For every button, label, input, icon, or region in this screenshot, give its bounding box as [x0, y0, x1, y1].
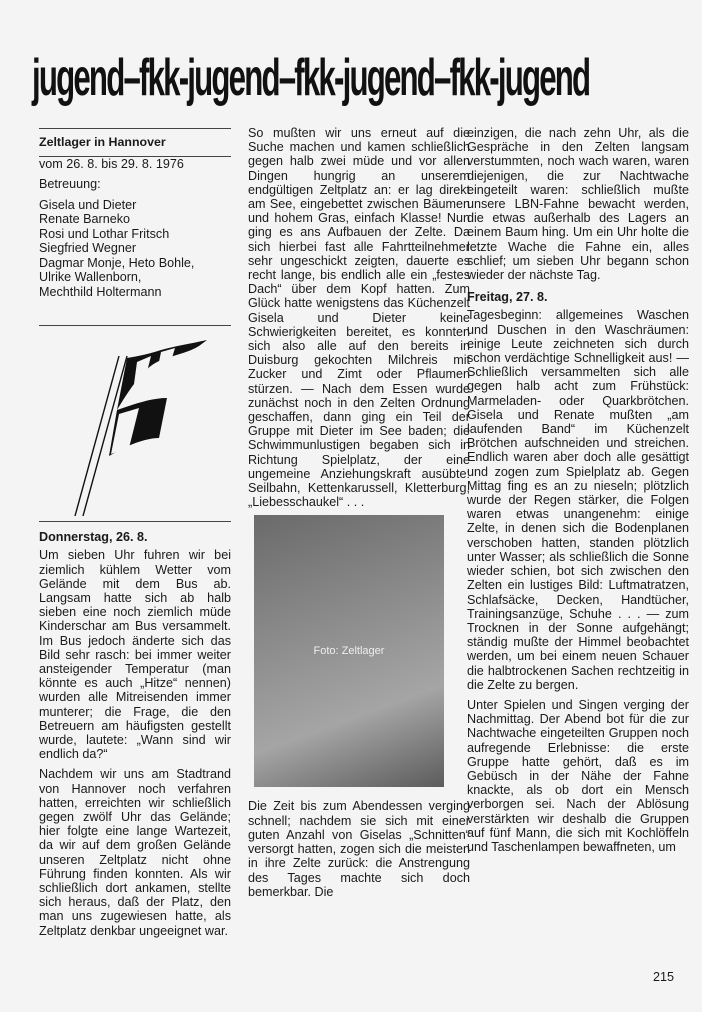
supervisor-list — [39, 198, 231, 300]
event-dates: vom 26. 8. bis 29. 8. 1976 — [39, 157, 184, 172]
supervisor-item: Dagmar Monje, Heto Bohle, — [39, 255, 195, 270]
paragraph: Nachdem wir uns am Stadtrand von Hannover noch verfahren hatten, erreichten wir schließlich gegen zwölf Uhr das Gelände; hier folgte eine lange Wartezeit, da wir auf dem großen Gelände unseren Zeltplatz nicht ohne Führung finden konnten. Als wir schließlich dort ankamen, stellte sich heraus, daß der Platz, den man uns zugewiesen hatte, als Zeltplatz denkbar ungeeignet war. — [39, 767, 231, 938]
section-heading-donnerstag: Donnerstag, 26. 8. — [39, 530, 148, 545]
paragraph: So mußten wir uns erneut auf die Suche machen und kamen schließlich gegen halb zwei müde und vor allen Dingen hungrig an unserem endgültigen Zeltplatz an: er lag direkt am See, eingebettet zwischen Bäumen und hohem Gras, einfach Klasse! Nun ging es ans Aufbauen der Zelte. Da sich hierbei fast alle Fahrtteilnehmer sehr ungeschickt zeigten, dauerte es recht lange, bis endlich alle ein „festes Dach“ über dem Kopf hatten. Zum Glück hatte wenigstens das Küchenzelt Gisela und Dieter keine Schwierigkeiten bereitet, es konnten sich also alle auf den bereits in Duisburg gekochten Milchreis mit Zucker und Zimt oder Pflaumen stürzen. — Nach dem Essen wurde zunächst noch in den Zelten Ordnung geschaffen, dann ging ein Teil der Gruppe mit Dieter im See baden; die Schwimmunlustigen begaben sich in Richtung Spielplatz, der eine ungemeine Anziehungskraft ausübte: Seilbahn, Kettenkarussell, Kletterburg, „Liebesschaukel“ . . . — [248, 126, 470, 510]
divider — [39, 521, 231, 522]
article-photo — [254, 515, 444, 787]
supervisor-item: Gisela und Dieter — [39, 197, 137, 212]
supervisor-item: Rosi und Lothar Fritsch — [39, 226, 170, 241]
info-box-title: Zeltlager in Hannover — [39, 135, 166, 149]
supervisor-item: Mechthild Holtermann — [39, 284, 162, 299]
page-title: jugend–fkk-jugend–fkk-jugend–fkk-jugend — [32, 49, 590, 107]
supervisor-item: Ulrike Wallenborn, — [39, 270, 142, 285]
photo-placeholder-label: Foto: Zeltlager — [313, 645, 385, 658]
column-left — [39, 128, 231, 944]
paragraph: einzigen, die nach zehn Uhr, als die Gespräche in den Zelten langsam verstummten, noch wach waren, waren diejenigen, die zur Nachtwache eingeteilt waren: schließlich mußte unsere LBN-Fahne bewacht werden, die etwas außerhalb des Lagers an einem Baum hing. Um ein Uhr holte die letzte Wache die Fahne ein, alles schlief; um sieben Uhr begann schon wieder der nächste Tag. — [467, 126, 689, 283]
column-right — [467, 126, 689, 860]
paragraph: Um sieben Uhr fuhren wir bei ziemlich kühlem Wetter vom Gelände mit dem Bus ab. Langsam hatte sich ab halb sieben eine noch ziemlich müde Kinderschar am Bus versammelt. Im Bus jedoch änderte sich das Bild sehr rasch: bei immer weiter ansteigender Temperatur (man könnte es auch „Hitze“ nennen) wurden alle Mitreisenden immer munterer; die Frage, die den Betreuern am häufigsten gestellt wurde, lautete: „Wann sind wir endlich da?“ — [39, 548, 231, 762]
page-number: 215 — [653, 970, 675, 984]
supervisor-item: Siegfried Wegner — [39, 241, 137, 256]
supervision-label: Betreuung: — [39, 177, 101, 192]
section-heading-freitag: Freitag, 27. 8. — [467, 290, 548, 305]
supervisor-item: Renate Barneko — [39, 212, 131, 227]
pennant-flags-icon — [39, 326, 231, 521]
column-middle — [248, 126, 470, 905]
paragraph: Tagesbeginn: allgemeines Waschen und Duschen in den Waschräumen: einige Leute zeichneten sich durch schon verdächtige Schnelligkeit aus! — Schließlich versammelten sich alle gegen halb acht zum Frühstück: Marmeladen- oder Quarkbrötchen. Gisela und Renate mußten „am laufenden Band“ im Küchenzelt Brötchen aufschneiden und streichen. Endlich waren aber doch alle gesättigt und zogen zum Spielplatz ab. Gegen Mittag fing es an zu nieseln; plötzlich wurde der Regen stärker, die Folgen waren etwas unangenehm: einige Zelte, in denen sich die Bodenplanen verschoben hatten, standen plötzlich unter Wasser; als schließlich die Sonne wieder schien, bot sich zwischen den Zelten ein lustiges Bild: Luftmatratzen, Schlafsäcke, Decken, Handtücher, Trainingsanzüge, Schuhe . . . — zum Trocknen in der Sonne aufgehängt; ständig mußte der Himmel beobachtet werden, um bei einem neuen Schauer die halbtrockenen Sachen rechtzeitig in die Zelte zu bergen. — [467, 308, 689, 692]
paragraph: Die Zeit bis zum Abendessen verging schnell; nachdem sie sich mit einer guten Anzahl von Giselas „Schnitten“ versorgt hatten, zogen sich die meisten in ihre Zelte zurück: die Anstrengung des Tages machte sich doch bemerkbar. Die — [248, 799, 470, 899]
paragraph: Unter Spielen und Singen verging der Nachmittag. Der Abend bot für die zur Nachtwache eingeteilten Gruppen noch aufregende Erlebnisse: die erste Gruppe hatte gehört, daß es im Gebüsch in der Nähe der Fahne knackte, als ob dort ein Mensch verborgen sei. Nach der Ablösung verstärkten wir deshalb die Gruppen auf fünf Mann, die sich mit Kochlöffeln und Taschenlampen bewaffneten, um — [467, 697, 689, 854]
